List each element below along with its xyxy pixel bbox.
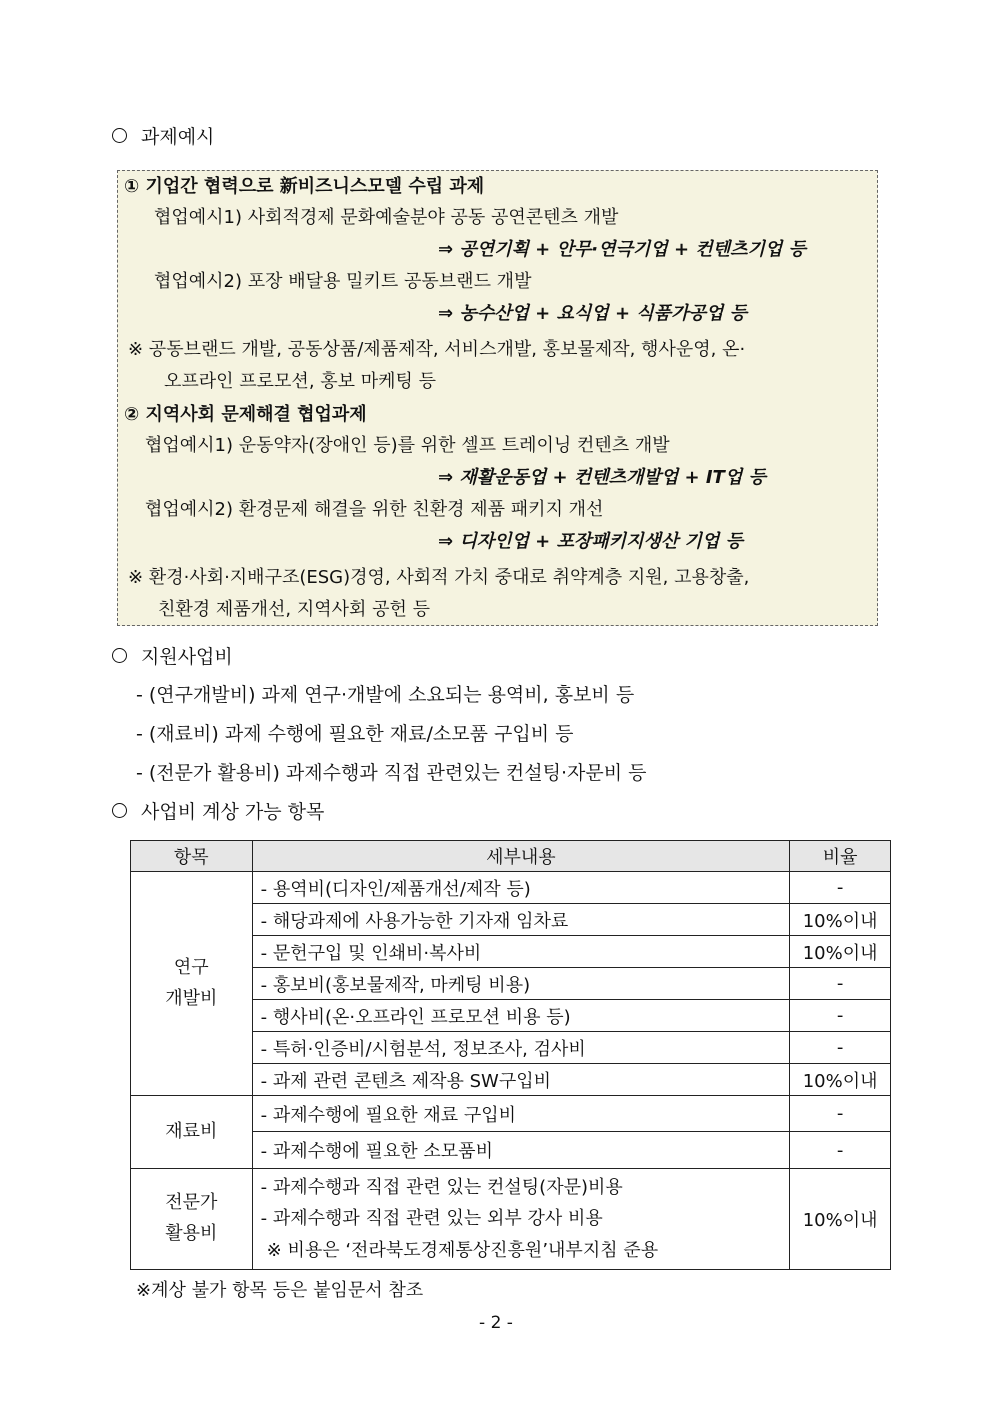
example-2-1: 협업예시1) 운동약자(장애인 등)를 위한 셀프 트레이닝 컨텐츠 개발 [145,435,670,456]
table-cell-ratio: - [790,968,891,1000]
section-examples-title: 과제예시 [112,128,214,147]
example-2-2-result: ⇒ 디자인업 + 포장패키지생산 기업 등 [438,531,743,552]
table-cell-detail: - 용역비(디자인/제품개선/제작 등) [252,872,790,904]
example-2-note-line2: 친환경 제품개선, 지역사회 공헌 등 [158,599,431,620]
table-cell-ratio: 10%이내 [790,904,891,936]
section-items-title: 사업비 계상 가능 항목 [112,803,324,822]
budget-items-table [130,840,891,1270]
circle-bullet-icon [112,128,127,143]
table-row [131,1169,891,1270]
table-cell-detail: - 특허·인증비/시험분석, 정보조사, 검사비 [252,1032,790,1064]
table-header-row [131,841,891,872]
table-cell-detail: - 홍보비(홍보물제작, 마케팅 비용) [252,968,790,1000]
table-cell-detail: - 과제수행에 필요한 재료 구입비 [252,1096,790,1132]
example-heading-1: ① 기업간 협력으로 新비즈니스모델 수립 과제 [124,176,485,197]
example-1-1-result: ⇒ 공연기획 + 안무·연극기업 + 컨텐츠기업 등 [438,239,806,260]
header-ratio: 비율 [790,841,891,872]
footnote: ※계상 불가 항목 등은 붙임문서 참조 [136,1280,424,1301]
table-cell-detail: - 과제 관련 콘텐츠 제작용 SW구입비 [252,1064,790,1096]
header-detail: 세부내용 [252,841,790,872]
table-cell-ratio: - [790,1096,891,1132]
example-heading-2: ② 지역사회 문제해결 협업과제 [124,404,367,425]
category-expert: 전문가 활용비 [131,1169,253,1270]
example-2-2: 협업예시2) 환경문제 해결을 위한 친환경 제품 패키지 개선 [145,499,604,520]
table-cell-ratio: 10%이내 [790,1169,891,1270]
table-cell-detail: - 해당과제에 사용가능한 기자재 임차료 [252,904,790,936]
table-cell-ratio: - [790,1032,891,1064]
table-row [131,1096,891,1132]
table-cell-ratio: - [790,1000,891,1032]
table-cell-detail: - 과제수행에 필요한 소모품비 [252,1132,790,1169]
example-2-1-result: ⇒ 재활운동업 + 컨텐츠개발업 + IT업 등 [438,467,766,488]
circle-bullet-icon [112,648,127,663]
circle-bullet-icon [112,803,127,818]
section-budget-title: 지원사업비 [112,648,233,667]
example-1-note-line1: ※ 공동브랜드 개발, 공동상품/제품제작, 서비스개발, 홍보물제작, 행사운영, 온· [128,339,746,360]
example-1-2: 협업예시2) 포장 배달용 밀키트 공동브랜드 개발 [154,271,532,292]
table-cell-ratio: 10%이내 [790,936,891,968]
category-material: 재료비 [131,1096,253,1169]
table-row [131,872,891,904]
example-1-1: 협업예시1) 사회적경제 문화예술분야 공동 공연콘텐츠 개발 [154,207,619,228]
budget-item-expert: - (전문가 활용비) 과제수행과 직접 관련있는 컨설팅·자문비 등 [136,762,647,784]
table-cell-detail: - 행사비(온·오프라인 프로모션 비용 등) [252,1000,790,1032]
category-rnd: 연구 개발비 [131,872,253,1096]
table-cell-detail-expert: - 과제수행과 직접 관련 있는 컨설팅(자문)비용 - 과제수행과 직접 관련 있는 외부 강사 비용 ※ 비용은 ‘전라북도경제통상진흥원’내부지침 준용 [252,1169,790,1270]
table-cell-ratio: 10%이내 [790,1064,891,1096]
example-2-note-line1: ※ 환경·사회·지배구조(ESG)경영, 사회적 가치 중대로 취약계층 지원, 고용창출, [128,567,750,588]
table-cell-ratio: - [790,872,891,904]
budget-item-material: - (재료비) 과제 수행에 필요한 재료/소모품 구입비 등 [136,723,574,745]
table-cell-detail: - 문헌구입 및 인쇄비·복사비 [252,936,790,968]
table-cell-ratio: - [790,1132,891,1169]
header-category: 항목 [131,841,253,872]
examples-box [117,170,878,626]
example-1-2-result: ⇒ 농수산업 + 요식업 + 식품가공업 등 [438,303,747,324]
page-number: - 2 - [479,1313,513,1333]
example-1-note-line2: 오프라인 프로모션, 홍보 마케팅 등 [164,371,437,392]
budget-item-rnd: - (연구개발비) 과제 연구·개발에 소요되는 용역비, 홍보비 등 [136,684,635,706]
